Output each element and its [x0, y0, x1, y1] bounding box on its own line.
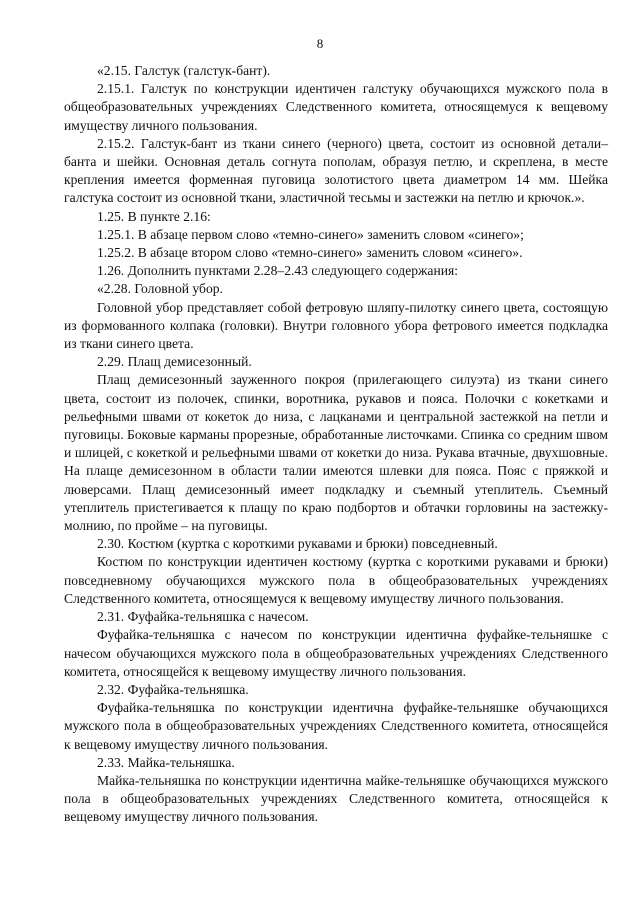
paragraph-2-15-1: 2.15.1. Галстук по конструкции идентичен галстуку обучающихся мужского пола в общеобразовательных учреждениях Следственного комитета, относящемуся к вещевому имуществу личного пользования. [64, 81, 608, 133]
paragraph-1-26: 1.26. Дополнить пунктами 2.28–2.43 следующего содержания: [97, 263, 459, 279]
page-number: 8 [316, 36, 324, 51]
paragraph-1-25: 1.25. В пункте 2.16: [97, 208, 211, 224]
paragraph-2-15-2: 2.15.2. Галстук-бант из ткани синего (черного) цвета, состоит из основной детали–банта и шейки. Основная деталь согнута пополам, образуя петлю, и скреплена, в месте крепления имеется форменная пуговица золотистого цвета диаметром 14 мм. Шейка галстука состоит из основной ткани, эластичной тесьмы и застежки на петлю и крючок.». [64, 135, 608, 206]
paragraph-1-25-2: 1.25.2. В абзаце втором слово «темно-синего» заменить словом «синего». [97, 245, 523, 261]
paragraph-2-28-body: Головной убор представляет собой фетровую шляпу-пилотку синего цвета, состоящую из формованного колпака (головки). Внутри головного убора фетрового имеется подкладка из ткани синего цвета. [64, 299, 608, 352]
section-heading-2-15: «2.15. Галстук (галстук-бант). [97, 63, 271, 78]
section-heading-2-32: 2.32. Фуфайка-тельняшка. [97, 681, 249, 697]
paragraph-2-32-body: Фуфайка-тельняшка по конструкции идентична фуфайке-тельняшке обучающихся мужского пола в общеобразовательных учреждениях Следственного комитета, относящейся к вещевому имуществу личного пользования. [64, 700, 608, 752]
paragraph-1-25-1: 1.25.1. В абзаце первом слово «темно-синего» заменить словом «синего»; [97, 226, 524, 242]
section-heading-2-29: 2.29. Плащ демисезонный. [97, 354, 252, 370]
section-heading-2-28: «2.28. Головной убор. [97, 281, 223, 297]
paragraph-2-33-body: Майка-тельняшка по конструкции идентична майке-тельняшке обучающихся мужского пола в общеобразовательных учреждениях Следственного комитета, относящейся к вещевому имуществу личного пользования. [64, 772, 608, 825]
section-heading-2-33: 2.33. Майка-тельняшка. [97, 754, 235, 770]
section-heading-2-31: 2.31. Фуфайка-тельняшка с начесом. [97, 609, 309, 625]
paragraph-2-29-body: Плащ демисезонный зауженного покроя (прилегающего силуэта) из ткани синего цвета, состоит из полочек, спинки, воротника, рукавов и пояса. Полочки с кокетками и рельефными швами от кокеток до низа, с лацканами и центральной застежкой на петли и пуговицы. Боковые карманы прорезные, обработанные листочками. Спинка со средним швом и шлицей, с кокеткой и рельефными швами от кокетки до низа. Рукава втачные, двухшовные. На плаще демисезонном в области талии имеются шлевки для пояса. Пояс с пряжкой и люверсами. Плащ демисезонный имеет подкладку и съемный утеплитель. Съемный утеплитель пристегивается к плащу по краю подбортов и обтачки горловины на застежку-молнию, по пройме – на пуговицы. [64, 372, 608, 534]
document-body [64, 62, 608, 827]
paragraph-2-30-body: Костюм по конструкции идентичен костюму (куртка с короткими рукавами и брюки) повседневному обучающихся мужского пола в общеобразовательных учреждениях Следственного комитета, относящемуся к вещевому имуществу личного пользования. [64, 554, 608, 606]
section-heading-2-30: 2.30. Костюм (куртка с короткими рукавами и брюки) повседневный. [97, 536, 498, 552]
paragraph-2-31-body: Фуфайка-тельняшка с начесом по конструкции идентична фуфайке-тельняшке с начесом обучающихся мужского пола в общеобразовательных учреждениях Следственного комитета, относящейся к вещевому имуществу личного пользования. [64, 627, 608, 679]
